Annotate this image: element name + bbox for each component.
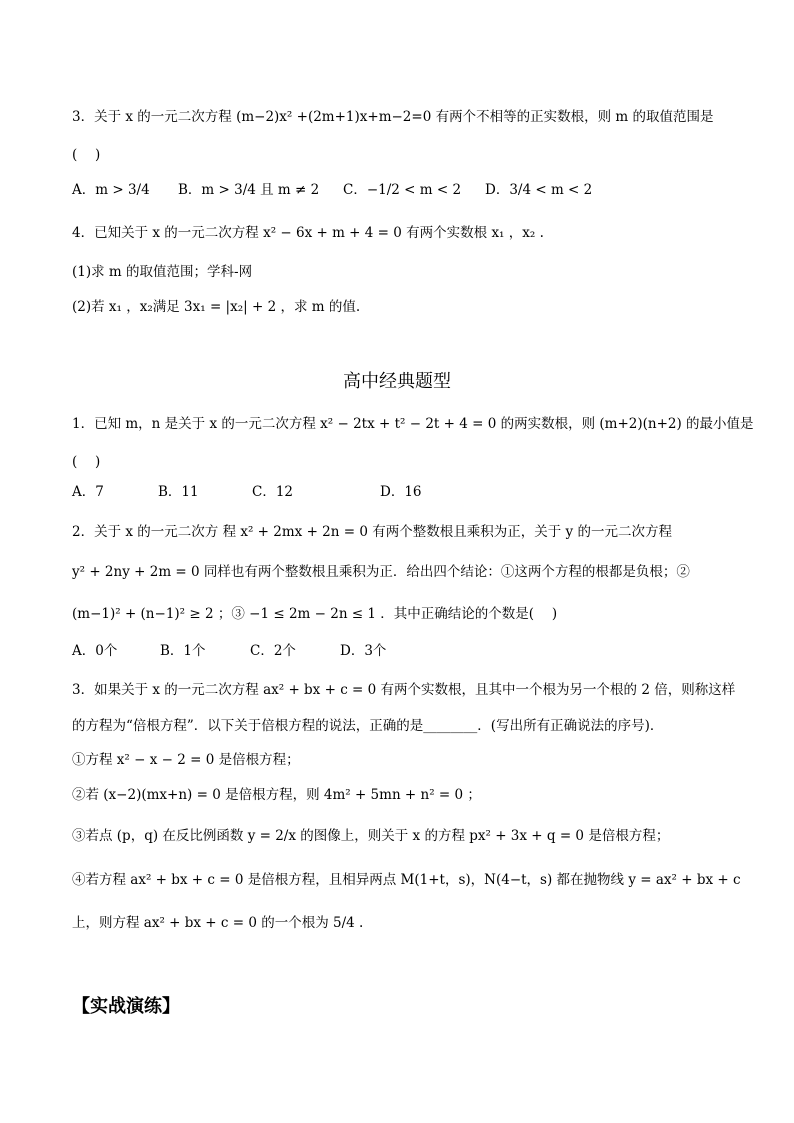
- option-b: B．11: [158, 484, 199, 500]
- option-c: C．2个: [250, 643, 296, 659]
- hs-question-2-line-3: (m−1)² + (n−1)² ≥ 2 ；③ −1 ≤ 2m − 2n ≤ 1 ．其中正确结论的个数是( ): [72, 606, 558, 622]
- option-a: A．0个: [72, 643, 118, 659]
- hs-question-3-item-3: ③若点 (p，q) 在反比例函数 y = 2/x 的图像上，则关于 x 的方程 px² + 3x + q = 0 是倍根方程；: [72, 828, 670, 844]
- question-4-part-1: (1)求 m 的取值范围；学科-网: [72, 264, 253, 280]
- hs-question-3-line-2: 的方程为“倍根方程”．以下关于倍根方程的说法，正确的是________．(写出所有正确说法的序号)．: [72, 718, 664, 734]
- hs-question-3-item-2: ②若 (x−2)(mx+n) = 0 是倍根方程，则 4m² + 5mn + n² = 0 ；: [72, 787, 481, 803]
- option-d: D．16: [380, 484, 422, 500]
- practice-section-title: 【实战演练】: [72, 996, 180, 1017]
- hs-question-1-answer-bracket: ( ): [72, 454, 101, 470]
- question-4-stem: 4．已知关于 x 的一元二次方程 x² − 6x + m + 4 = 0 有两个实数根 x₁ ，x₂ .: [72, 225, 544, 241]
- hs-question-3-item-4: ④若方程 ax² + bx + c = 0 是倍根方程，且相异两点 M(1+t，s)，N(4−t，s) 都在抛物线 y = ax² + bx + c: [72, 872, 741, 888]
- question-3-answer-bracket: ( ): [72, 147, 101, 163]
- option-c: C．12: [252, 484, 294, 500]
- hs-question-1-stem: 1．已知 m，n 是关于 x 的一元二次方程 x² − 2tx + t² − 2t + 4 = 0 的两实数根，则 (m+2)(n+2) 的最小值是: [72, 416, 754, 432]
- hs-question-3-item-1: ①方程 x² − x − 2 = 0 是倍根方程；: [72, 752, 300, 768]
- option-b: B．m > 3/4 且 m ≠ 2: [178, 182, 320, 198]
- option-d: D．3/4 < m < 2: [485, 182, 593, 198]
- question-3-stem: 3．关于 x 的一元二次方程 (m−2)x² +(2m+1)x+m−2=0 有两个不相等的正实数根，则 m 的取值范围是: [72, 109, 714, 125]
- option-b: B．1个: [160, 643, 206, 659]
- question-4-part-2: (2)若 x₁ ，x₂满足 3x₁ = |x₂| + 2 ，求 m 的值.: [72, 299, 361, 315]
- option-c: C．−1/2 < m < 2: [343, 182, 462, 198]
- hs-question-3-item-4-continued: 上，则方程 ax² + bx + c = 0 的一个根为 5/4 .: [72, 915, 364, 931]
- option-d: D．3个: [340, 643, 387, 659]
- hs-question-3-line-1: 3．如果关于 x 的一元二次方程 ax² + bx + c = 0 有两个实数根，且其中一个根为另一个根的 2 倍，则称这样: [72, 682, 736, 698]
- option-a: A．7: [72, 484, 104, 500]
- option-a: A．m > 3/4: [72, 182, 150, 198]
- hs-question-2-line-1: 2．关于 x 的一元二次方 程 x² + 2mx + 2n = 0 有两个整数根且乘积为正，关于 y 的一元二次方程: [72, 524, 672, 540]
- section-title: 高中经典题型: [343, 371, 451, 392]
- hs-question-2-line-2: y² + 2ny + 2m = 0 同样也有两个整数根且乘积为正．给出四个结论：①这两个方程的根都是负根；②: [72, 564, 690, 580]
